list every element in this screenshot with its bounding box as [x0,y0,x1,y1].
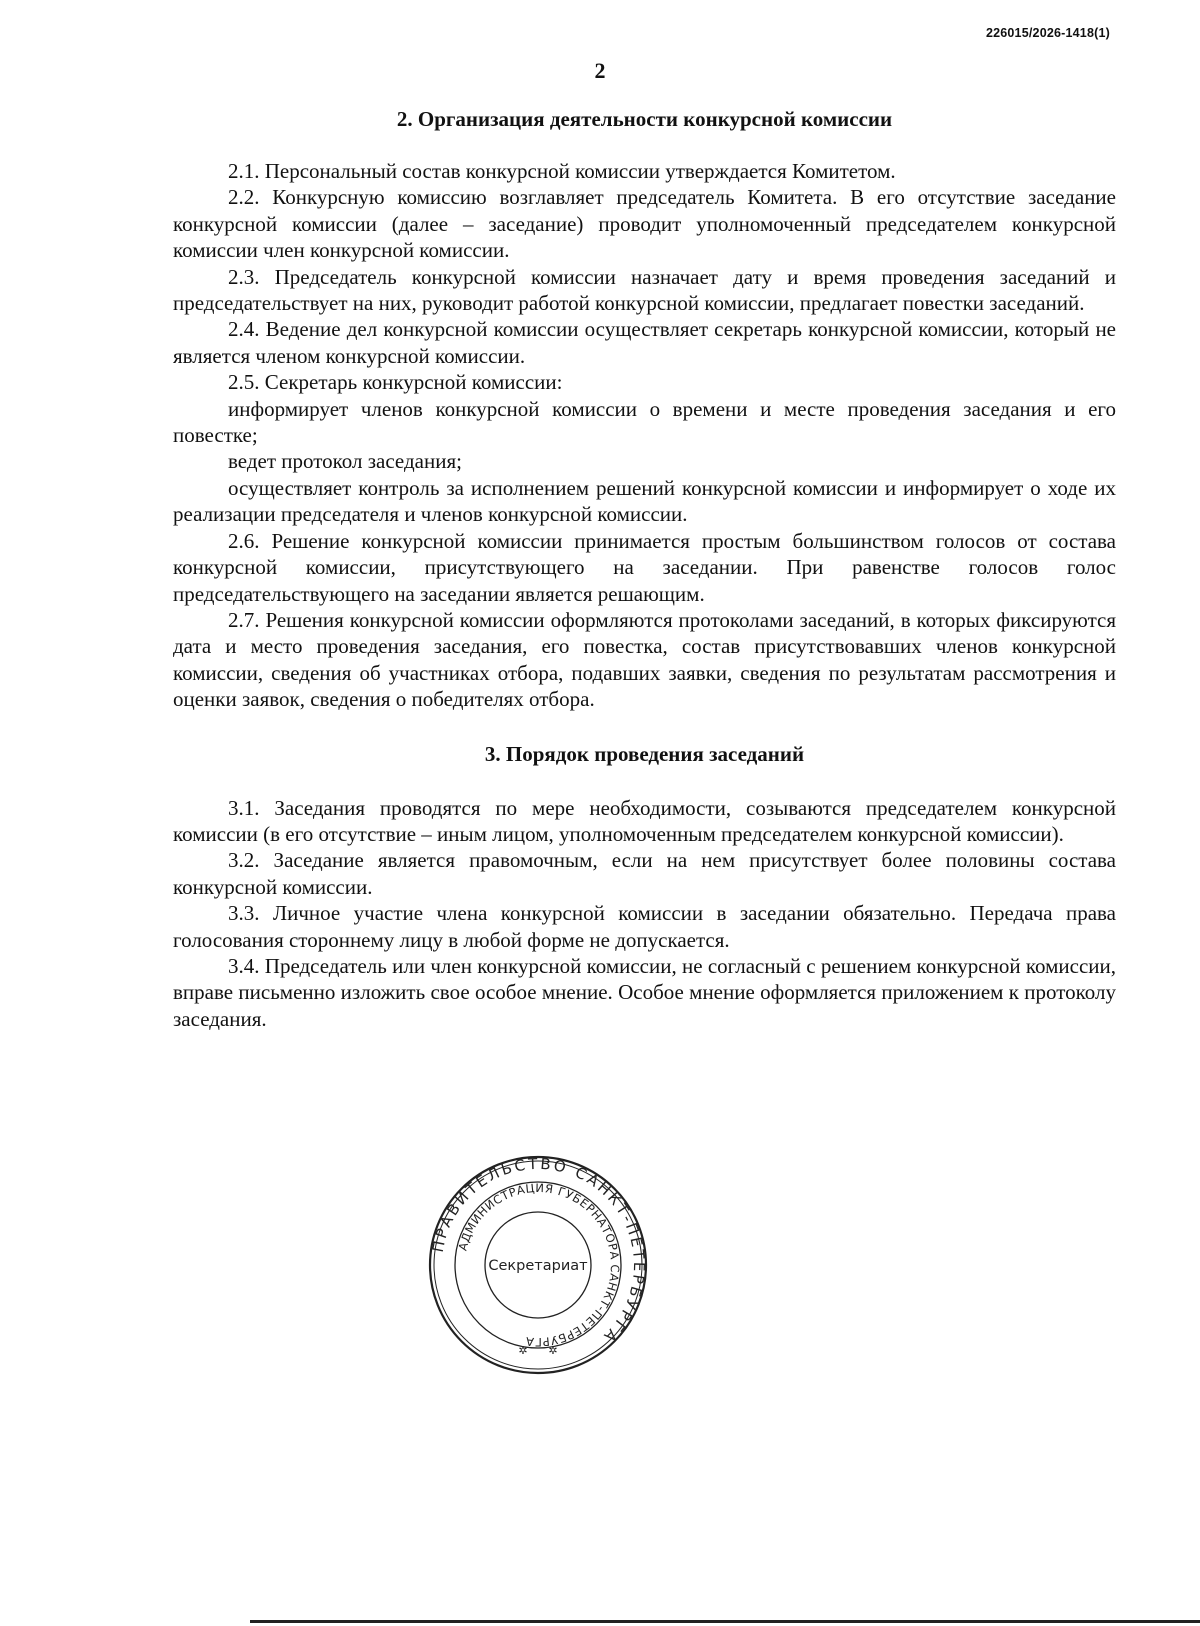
paragraph-3-4: 3.4. Председатель или член конкурсной комиссии, не согласный с решением конкурсной комиссии, вправе письменно изложить свое особое мнение. Особое мнение оформляется приложением к протоколу заседания. [173,953,1116,1031]
bottom-scan-edge [250,1620,1200,1623]
page-number: 2 [594,58,606,83]
document-id: 226015/2026-1418(1) [985,26,1110,40]
paragraph-2-5-item-3: осуществляет контроль за исполнением решений конкурсной комиссии и информирует о ходе их реализации председателя и членов конкурсной комиссии. [173,475,1116,527]
document-body [173,106,1116,1032]
paragraph-2-4: 2.4. Ведение дел конкурсной комиссии осуществляет секретарь конкурсной комиссии, который не является членом конкурсной комиссии. [173,317,1116,368]
paragraph-2-5: 2.5. Секретарь конкурсной комиссии: [228,370,563,395]
paragraph-3-1: 3.1. Заседания проводятся по мере необходимости, созываются председателем конкурсной комиссии (в его отсутствие – иным лицом, уполномоченным председателем конкурсной комиссии). [173,795,1116,846]
section-2-title: 2. Организация деятельности конкурсной комиссии [396,107,893,131]
seal-star-left-icon: ✲ [518,1344,528,1357]
official-seal [428,1155,648,1375]
paragraph-2-6: 2.6. Решение конкурсной комиссии принимается простым большинством голосов от состава конкурсной комиссии, присутствующего на заседании. При равенстве голосов голос председательствующего на заседании является решающим. [173,528,1116,606]
seal-outer-text: ПРАВИТЕЛЬСТВО САНКТ-ПЕТЕРБУРГА [428,1155,648,1348]
paragraph-3-2: 3.2. Заседание является правомочным, если на нем присутствует более половины состава конкурсной комиссии. [173,848,1116,899]
paragraph-3-3: 3.3. Личное участие члена конкурсной комиссии в заседании обязательно. Передача права голосования стороннему лицу в любой форме не допускается. [173,901,1116,952]
paragraph-2-7: 2.7. Решения конкурсной комиссии оформляются протоколами заседаний, в которых фиксируются дата и место проведения заседания, его повестка, состав присутствовавших членов конкурсной комиссии, сведения об участниках отбора, подавших заявки, сведения по результатам рассмотрения и оценки заявок, сведения о победителях отбора. [173,607,1116,712]
paragraph-2-3: 2.3. Председатель конкурсной комиссии назначает дату и время проведения заседаний и председательствует на них, руководит работой конкурсной комиссии, предлагает повестки заседаний. [173,264,1116,316]
paragraph-2-2: 2.2. Конкурсную комиссию возглавляет председатель Комитета. В его отсутствие заседание конкурсной комиссии (далее – заседание) проводит уполномоченный председателем конкурсной комиссии член конкурсной комиссии. [173,185,1116,263]
paragraph-2-5-item-1: информирует членов конкурсной комиссии о времени и месте проведения заседания и его повестке; [173,396,1116,448]
paragraph-2-5-item-2: ведет протокол заседания; [228,449,462,474]
paragraph-2-1: 2.1. Персональный состав конкурсной комиссии утверждается Комитетом. [228,159,896,183]
seal-center-text: Секретариат [488,1258,588,1274]
seal-inner-text: АДМИНИСТРАЦИЯ ГУБЕРНАТОРА САНКТ-ПЕТЕРБУРГА [455,1180,623,1350]
seal-star-right-icon: ✲ [548,1344,558,1357]
section-3-title: 3. Порядок проведения заседаний [484,741,805,766]
